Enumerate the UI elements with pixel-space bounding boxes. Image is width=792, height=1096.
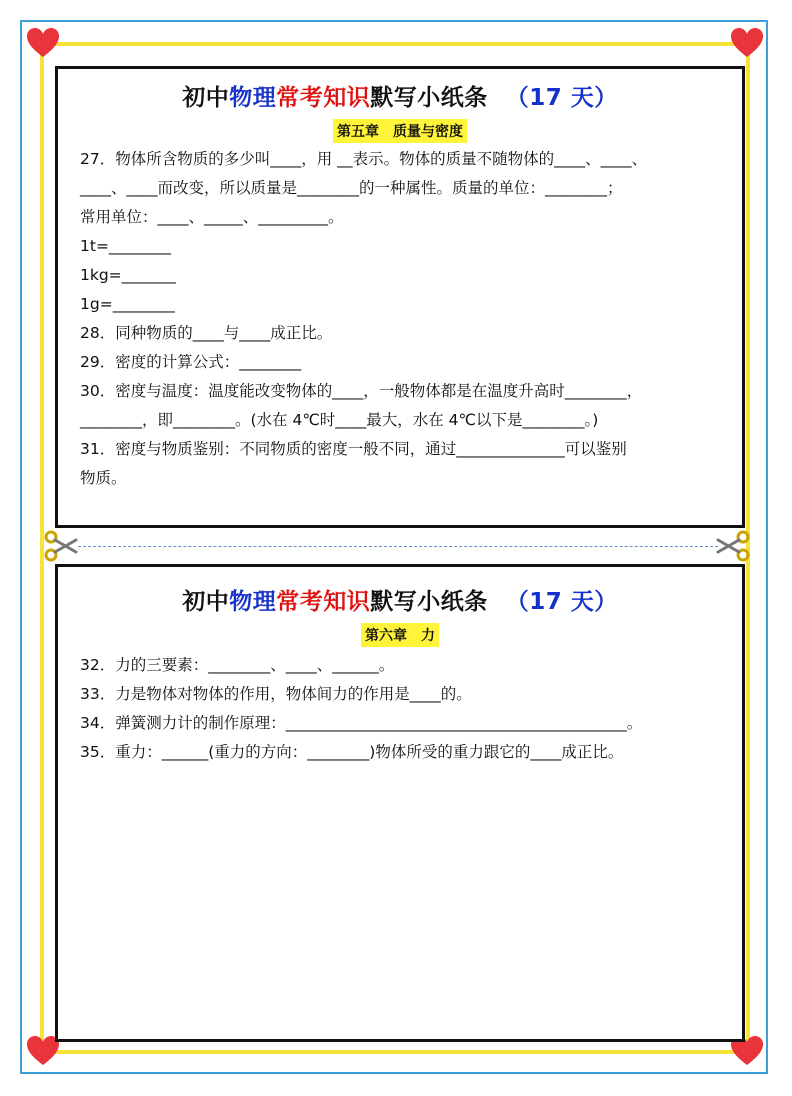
question-line: 34．弹簧测力计的制作原理：____________________________________________。 <box>80 714 643 732</box>
question-line: 常用单位：____、_____、_________。 <box>80 208 344 226</box>
chapter-heading: 第六章 力 <box>361 623 439 647</box>
question-line: 33．力是物体对物体的作用，物体间力的作用是____的。 <box>80 685 472 703</box>
title-part: 物理 <box>229 85 277 111</box>
question-line: 31．密度与物质鉴别：不同物质的密度一般不同，通过______________可以鉴别 <box>80 440 627 458</box>
title-part: 初中 <box>182 85 230 111</box>
question-line: 1g=________ <box>80 295 175 313</box>
scissors-icon <box>44 530 78 562</box>
question-line: 30．密度与温度：温度能改变物体的____，一般物体都是在温度升高时________， <box>80 382 643 400</box>
question-line: 1t=________ <box>80 237 171 255</box>
question-line: 物质。 <box>80 469 127 487</box>
title-part: 常考知识 <box>276 85 371 111</box>
title-part: 默写小纸条 <box>370 589 488 615</box>
heart-icon <box>730 28 764 58</box>
question-line: ________，即________。(水在 4℃时____最大，水在 4℃以下是________。) <box>80 411 599 429</box>
question-line: 29．密度的计算公式：________ <box>80 353 302 371</box>
title-part: 默写小纸条 <box>370 85 488 111</box>
card-title <box>58 79 742 112</box>
title-days: （17 天） <box>505 589 618 615</box>
question-line: 27．物体所含物质的多少叫____，用 __表示。物体的质量不随物体的____、____、 <box>80 150 648 168</box>
scissors-icon <box>716 530 750 562</box>
note-card-chapter-5 <box>55 66 745 528</box>
title-days: （17 天） <box>505 85 618 111</box>
title-part: 常考知识 <box>276 589 371 615</box>
question-line: 1kg=_______ <box>80 266 176 284</box>
question-line: 28．同种物质的____与____成正比。 <box>80 324 333 342</box>
heart-icon <box>26 28 60 58</box>
title-part: 物理 <box>229 589 277 615</box>
cut-line <box>78 546 718 547</box>
card-title <box>58 583 742 616</box>
note-card-chapter-6 <box>55 564 745 1042</box>
title-part: 初中 <box>182 589 230 615</box>
question-line: 32．力的三要素：________、____、______。 <box>80 656 395 674</box>
chapter-heading: 第五章 质量与密度 <box>333 119 467 143</box>
question-line: ____、____而改变，所以质量是________的一种属性。质量的单位：________； <box>80 179 623 197</box>
question-line: 35．重力：______(重力的方向：________)物体所受的重力跟它的____成正比。 <box>80 743 624 761</box>
